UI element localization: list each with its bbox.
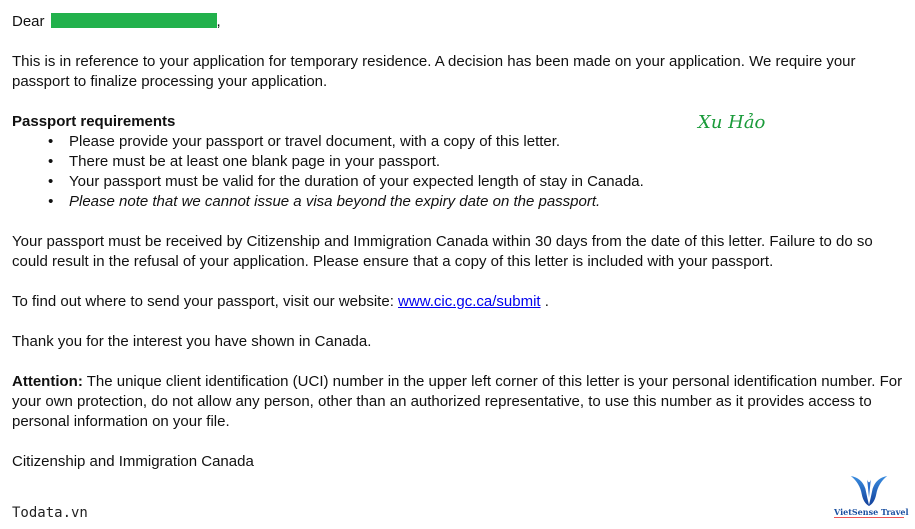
list-item: • Your passport must be valid for the duration of your expected length of stay in Canada. (12, 172, 910, 192)
signature: Citizenship and Immigration Canada (12, 453, 254, 470)
intro-paragraph: This is in reference to your application for temporary residence. A decision has been made on your application. We require your passport to finalize processing your application. (12, 53, 856, 90)
requirements-heading: Passport requirements (12, 113, 176, 130)
vietsense-logo (834, 474, 909, 520)
redacted-name (51, 13, 217, 28)
thanks-paragraph: Thank you for the interest you have shown in Canada. (12, 333, 372, 350)
salutation-comma: , (216, 13, 221, 30)
website-paragraph (12, 292, 910, 312)
salutation (12, 12, 910, 32)
logo-text: VietSense Travel (834, 507, 909, 517)
list-item: • There must be at least one blank page in your passport. (12, 152, 910, 172)
footer-site: Todata.vn (12, 505, 88, 521)
deadline-paragraph: Your passport must be received by Citizenship and Immigration Canada within 30 days from the date of this letter. Failure to do so could result in the refusal of your application. Please ensure that a copy of this letter is included with your passport. (12, 233, 873, 270)
website-link[interactable]: www.cic.gc.ca/submit (398, 293, 541, 310)
list-item: • Please provide your passport or travel document, with a copy of this letter. (12, 132, 910, 152)
attention-label: Attention: (12, 373, 83, 390)
requirements-list (12, 132, 910, 212)
website-prefix: To find out where to send your passport, visit our website: (12, 293, 399, 310)
attention-paragraph (12, 372, 910, 432)
watermark: Xu Hảo (698, 112, 766, 133)
attention-text: The unique client identification (UCI) number in the upper left corner of this letter is your personal identification number. For your own protection, do not allow any person, other than an authorized representative, to use this number as it provides access to personal information on your file. (12, 373, 903, 430)
list-item: • Please note that we cannot issue a visa beyond the expiry date on the passport. (12, 192, 910, 212)
website-suffix: . (540, 293, 549, 310)
salutation-text: Dear (12, 13, 45, 30)
tulip-logo-icon (849, 474, 889, 507)
